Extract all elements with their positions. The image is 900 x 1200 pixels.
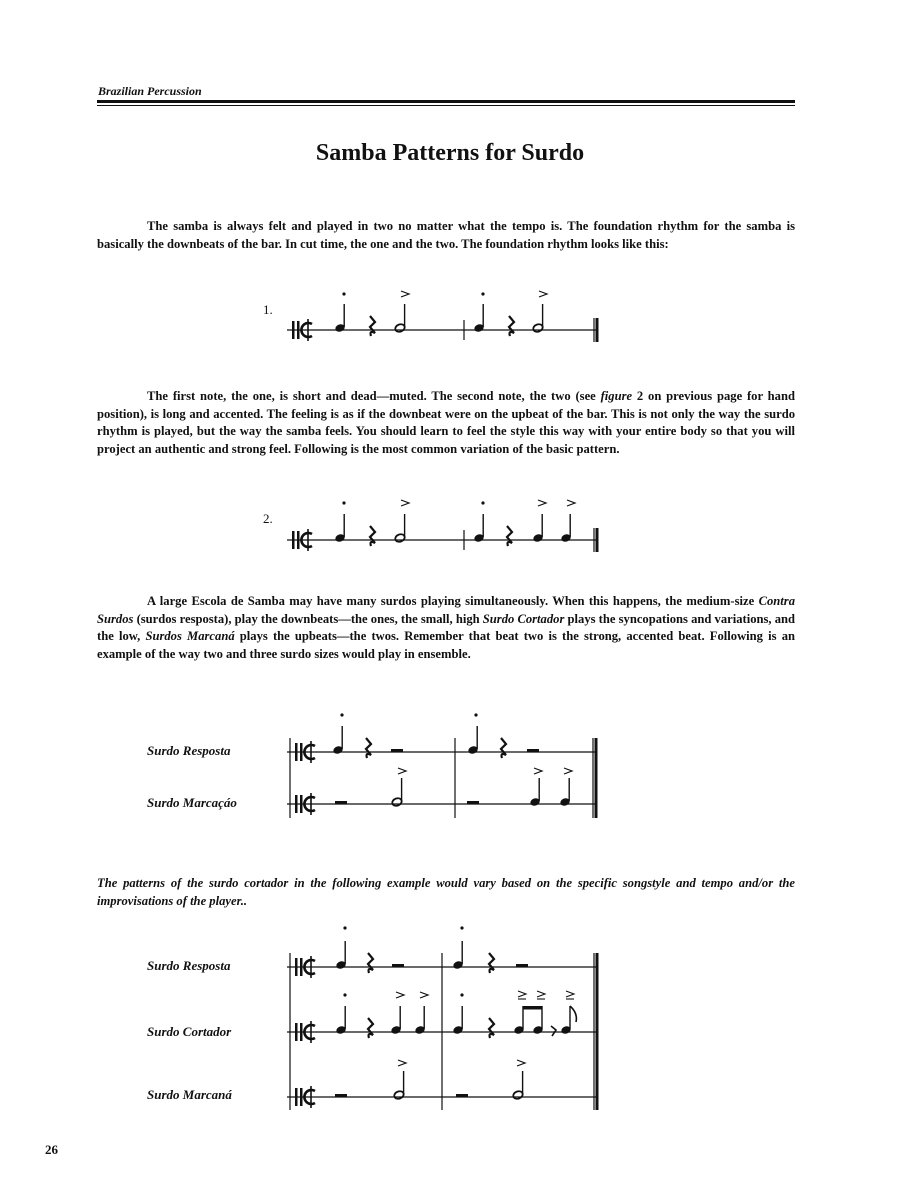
eighth-note-flag bbox=[560, 1006, 576, 1035]
ens2-label-resposta: Surdo Resposta bbox=[147, 958, 231, 973]
ens1-label-marcacao: Surdo Marcaçáo bbox=[147, 795, 237, 810]
p3-surdos-marcana: Surdos Marcaná bbox=[145, 629, 235, 643]
beamed-eighths bbox=[513, 1006, 543, 1035]
ensemble-2-score bbox=[287, 926, 598, 1110]
paragraph-foundation: The samba is always felt and played in two no matter what the tempo is. The foundation rhythm for the samba is basically the downbeats of the bar. In cut time, the one and the two. The foundation rhythm looks like this: bbox=[97, 219, 795, 251]
paragraph-cortador-note: The patterns of the surdo cortador in the following example would vary based on the specific songstyle and tempo and/or the improvisations of the player.. bbox=[97, 876, 795, 908]
page-number: 26 bbox=[45, 1142, 58, 1157]
p3-text-c: plays the syncopations and variations, and the low, bbox=[97, 611, 796, 643]
p3-surdo-cortador: Surdo Cortador bbox=[482, 611, 565, 626]
p3-text-d: plays the upbeats—the twos. Remember that beat two is the strong, accented beat. Following is an example of the way two and three surdo sizes would play in ensemble. bbox=[97, 629, 795, 661]
ensemble-1-score bbox=[287, 713, 597, 818]
example-2-number: 2. bbox=[263, 511, 273, 526]
p2-text-a: The first note, the one, is short and dead—muted. The second note, the two (see bbox=[147, 389, 601, 403]
running-header: Brazilian Percussion bbox=[98, 84, 202, 98]
ens1-label-resposta: Surdo Resposta bbox=[147, 743, 231, 758]
page-title: Samba Patterns for Surdo bbox=[315, 140, 585, 166]
p3-text-b: (surdos resposta), play the downbeats—the ones, the small, high bbox=[133, 611, 483, 626]
ens2-label-cortador: Surdo Cortador bbox=[147, 1024, 232, 1039]
ens2-label-marcana: Surdo Marcaná bbox=[147, 1087, 232, 1102]
example-2-staff bbox=[287, 500, 598, 552]
p2-text-b: 2 on previous page for hand position), is long and accented. The feeling is as if the downbeat were on the upbeat of the bar. This is not only the way the surdo rhythm is played, but the way the samba feels. You should learn to feel the style this way with your entire body so that you will project an authentic and strong feel. Following is the most common variation of the basic pattern. bbox=[97, 389, 795, 456]
example-1-number: 1. bbox=[263, 302, 273, 317]
p2-figure: figure bbox=[600, 389, 633, 403]
example-1-staff bbox=[287, 291, 598, 342]
p3-contra-surdos: Contra Surdos bbox=[97, 594, 795, 626]
p3-text-a: A large Escola de Samba may have many surdos playing simultaneously. When this happens, the medium-size bbox=[147, 594, 759, 608]
